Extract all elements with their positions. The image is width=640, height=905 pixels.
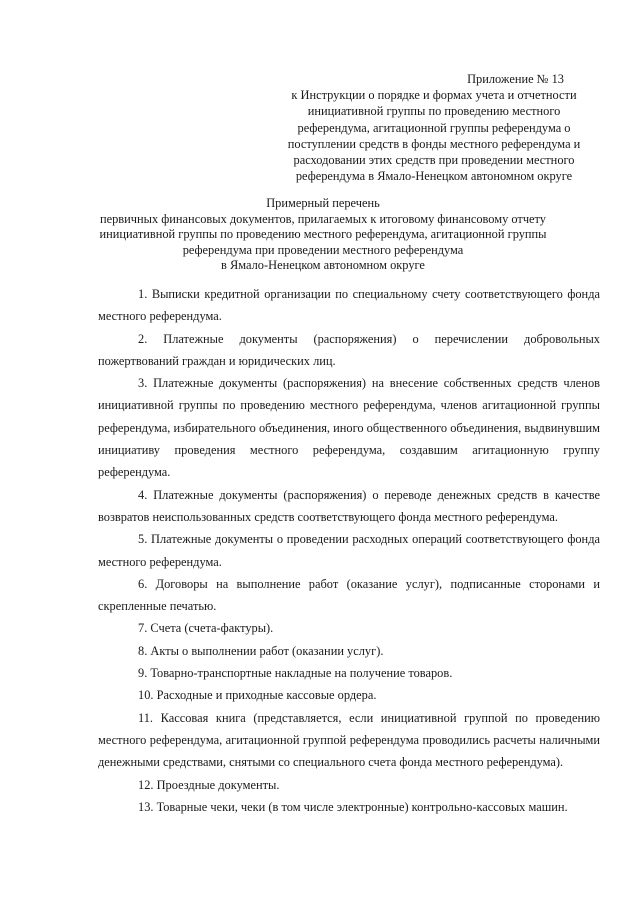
document-title xyxy=(96,196,550,274)
appendix-line: референдума, агитационной группы референдума о xyxy=(297,120,571,135)
list-item: 7. Счета (счета-фактуры). xyxy=(138,621,274,636)
title-line: референдума при проведении местного референдума xyxy=(182,242,464,257)
title-line: первичных финансовых документов, прилагаемых к итоговому финансовому отчету xyxy=(99,211,546,226)
appendix-header xyxy=(252,71,616,184)
appendix-line: инициативной группы по проведению местного xyxy=(307,104,561,119)
title-heading: Примерный перечень xyxy=(266,196,380,210)
list-item: 9. Товарно-транспортные накладные на получение товаров. xyxy=(138,666,453,681)
appendix-line: расходовании этих средств при проведении местного xyxy=(293,153,575,168)
list-item: 10. Расходные и приходные кассовые ордера. xyxy=(138,688,377,703)
appendix-line: референдума в Ямало-Ненецком автономном округе xyxy=(295,169,573,184)
list-item: 11. Кассовая книга (представляется, если инициативной группой по проведению местного референдума, агитационной группой референдума проводились расчеты наличными денежными средствами, снятыми со специального счета фонда местного референдума). xyxy=(98,710,600,770)
title-line: в Ямало-Ненецком автономном округе xyxy=(221,258,425,273)
list-item: 5. Платежные документы о проведении расходных операций соответствующего фонда местного референдума. xyxy=(98,532,600,569)
title-line: инициативной группы по проведению местного референдума, агитационной группы xyxy=(99,227,547,242)
appendix-line: поступлении средств в фонды местного референдума и xyxy=(287,136,581,151)
appendix-number: Приложение № 13 xyxy=(467,72,564,86)
list-item: 2. Платежные документы (распоряжения) о перечислении добровольных пожертвований граждан и юридических лиц. xyxy=(98,331,600,368)
appendix-line: к Инструкции о порядке и формах учета и отчетности xyxy=(291,88,577,103)
document-list xyxy=(98,283,600,818)
list-item: 3. Платежные документы (распоряжения) на внесение собственных средств членов инициативной группы по проведению местного референдума, членов агитационной группы референдума, избирательного объединения, иного общественного объединения, выдвинувшим инициативу проведения местного референдума, создавшим агитационную группу референдума. xyxy=(98,376,601,480)
list-item: 12. Проездные документы. xyxy=(138,777,280,792)
list-item: 6. Договоры на выполнение работ (оказание услуг), подписанные сторонами и скрепленные печатью. xyxy=(98,576,600,614)
list-item: 1. Выписки кредитной организации по специальному счету соответствующего фонда местного референдума. xyxy=(98,287,600,324)
list-item: 13. Товарные чеки, чеки (в том числе электронные) контрольно-кассовых машин. xyxy=(138,799,568,814)
list-item: 4. Платежные документы (распоряжения) о переводе денежных средств в качестве возвратов неиспользованных средств соответствующего фонда местного референдума. xyxy=(98,487,600,524)
list-item: 8. Акты о выполнении работ (оказании услуг). xyxy=(138,643,384,658)
